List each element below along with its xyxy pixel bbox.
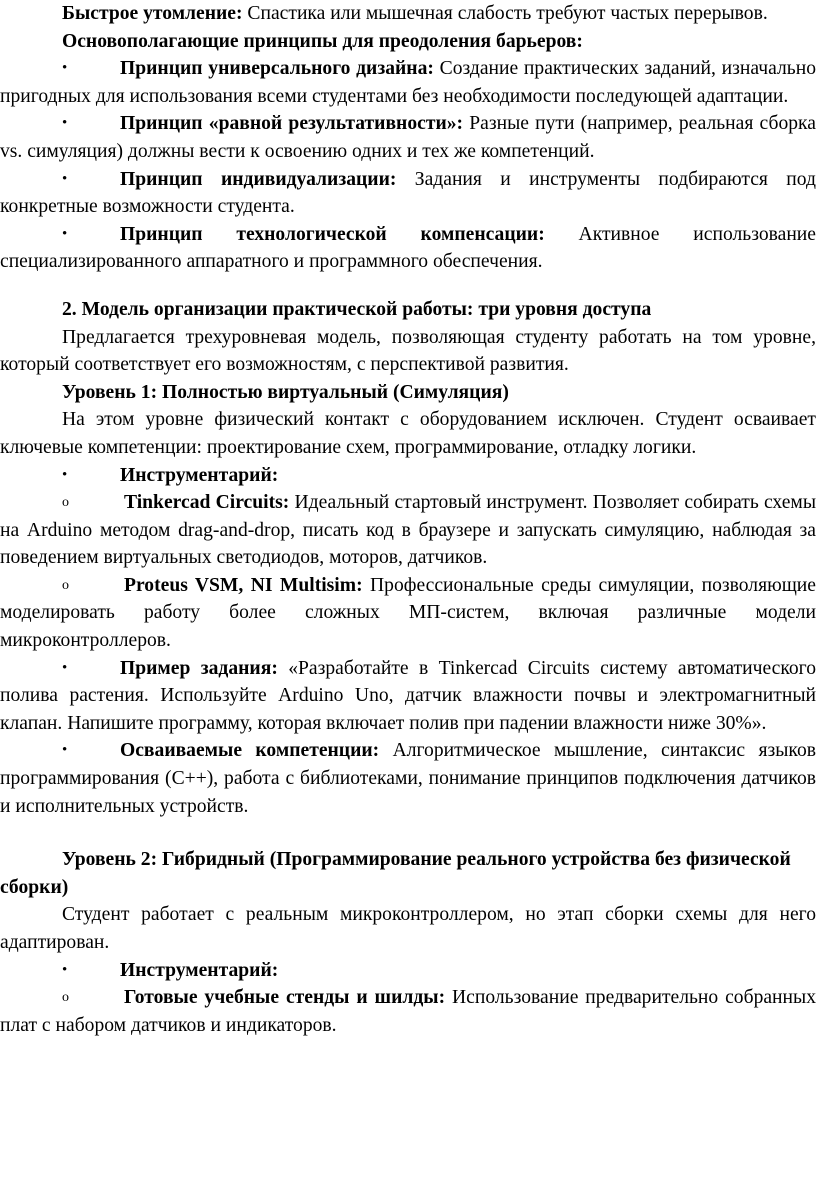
level1-competencies <box>0 737 816 820</box>
level2-tool-stands <box>0 984 816 1039</box>
tool-text: Профессиональные среды симуляции, позволяющие моделировать работу более сложных МП-систем, включая различные модели микроконтроллеров. <box>0 574 816 652</box>
principle-item-individualization <box>0 166 816 221</box>
tool-text: Идеальный стартовый инструмент. Позволяет собирать схемы на Arduino методом drag-and-drop, писать код в браузере и запускать симуляцию, наблюдая за поведением виртуальных светодиодов, моторов, датчиков. <box>0 492 816 569</box>
section2-heading: 2. Модель организации практической работы: три уровня доступа <box>62 298 652 320</box>
paragraph-fatigue <box>0 0 816 28</box>
bullet-icon: • <box>62 170 68 187</box>
principle-term: Принцип индивидуализации: <box>120 168 397 190</box>
bullet-icon: • <box>62 115 68 132</box>
principle-text: Задания и инструменты подбираются под конкретные возможности студента. <box>0 168 816 218</box>
tool-text: Использование предварительно собранных плат с набором датчиков и индикаторов. <box>0 987 816 1036</box>
principle-text: Создание практических заданий, изначально пригодных для использования всеми студентами без необходимости последующей адаптации. <box>0 58 816 107</box>
example-term: Пример задания: <box>120 657 278 679</box>
principle-term: Принцип «равной результативности»: <box>120 113 464 135</box>
level1-tools-label <box>0 462 816 490</box>
term-fatigue: Быстрое утомление: <box>62 3 243 24</box>
tool-term: Tinkercad Circuits: <box>124 492 290 514</box>
principle-text: Разные пути (например, реальная сборка vs. симуляция) должны вести к освоению одних и тех же компетенций. <box>0 113 816 162</box>
spacer <box>0 820 816 846</box>
spacer <box>0 276 816 296</box>
tool-term: Proteus VSM, NI Multisim: <box>124 574 363 596</box>
sub-bullet-icon: o <box>62 990 69 1006</box>
competencies-text: Алгоритмическое мышление, синтаксис языков программирования (C++), работа с библиотеками, понимание принципов подключения датчиков и исполнительных устройств. <box>0 740 816 817</box>
principle-item-tech-compensation <box>0 221 816 276</box>
bullet-icon: • <box>62 742 68 759</box>
tools-label: Инструментарий: <box>120 464 279 486</box>
example-text: «Разработайте в Tinkercad Circuits систему автоматического полива растения. Используйте Arduino Uno, датчик влажности почвы и электромагнитный клапан. Напишите программу, которая включает полив при падении влажности ниже 30%». <box>0 657 816 734</box>
principle-item-equal-result <box>0 110 816 165</box>
tools-label: Инструментарий: <box>120 959 279 981</box>
level2-intro: Студент работает с реальным микроконтроллером, но этап сборки схемы для него адаптирован. <box>0 904 816 953</box>
competencies-term: Осваиваемые компетенции: <box>120 740 380 762</box>
principle-term: Принцип универсального дизайна: <box>120 58 434 80</box>
level1-tool-tinkercad <box>0 489 816 572</box>
level1-heading: Уровень 1: Полностью виртуальный (Симуляция) <box>62 381 509 403</box>
principle-item-universal-design <box>0 55 816 110</box>
sub-bullet-icon: o <box>62 495 69 511</box>
level1-intro: На этом уровне физический контакт с оборудованием исключен. Студент осваивает ключевые компетенции: проектирование схем, программирование, отладку логики. <box>0 409 816 458</box>
tool-term: Готовые учебные стенды и шилды: <box>124 987 446 1009</box>
level1-tool-proteus <box>0 572 816 655</box>
principles-heading: Основополагающие принципы для преодоления барьеров: <box>62 30 583 52</box>
bullet-icon: • <box>62 659 68 676</box>
bullet-icon: • <box>62 961 68 978</box>
principle-text: Активное использование специализированного аппаратного и программного обеспечения. <box>0 223 816 273</box>
sub-bullet-icon: o <box>62 577 69 593</box>
bullet-icon: • <box>62 225 68 242</box>
level2-tools-label <box>0 957 816 985</box>
level2-heading: Уровень 2: Гибридный (Программирование реального устройства без физической сборки) <box>0 849 791 898</box>
bullet-icon: • <box>62 60 68 77</box>
level1-example <box>0 655 816 738</box>
principle-term: Принцип технологической компенсации: <box>120 223 545 245</box>
section2-intro: Предлагается трехуровневая модель, позволяющая студенту работать на том уровне, который соответствует его возможностям, с перспективой развития. <box>0 326 816 376</box>
text-fatigue: Спастика или мышечная слабость требуют частых перерывов. <box>242 3 768 24</box>
bullet-icon: • <box>62 466 68 483</box>
